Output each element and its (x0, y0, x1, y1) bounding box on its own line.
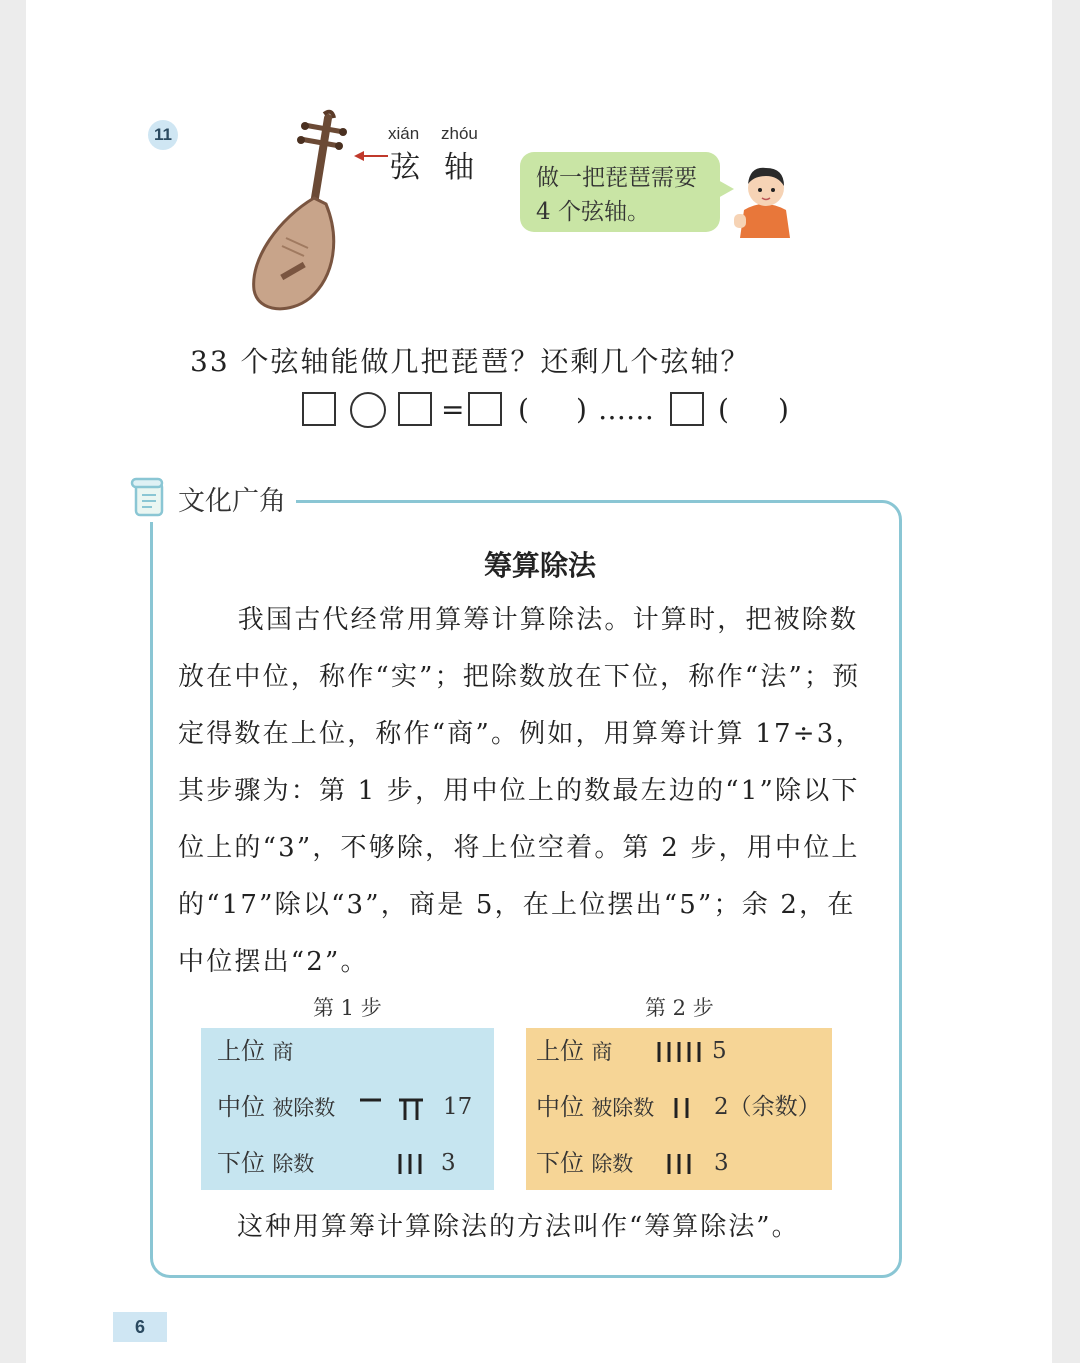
step1-row3-name: 除数 (272, 1152, 315, 1176)
step2-rods-5 (656, 1040, 708, 1064)
step1-label: 第 1 步 (313, 996, 382, 1020)
arrow-icon (354, 150, 390, 162)
equals-sign: = (441, 393, 465, 426)
culture-corner-header (128, 474, 296, 522)
step1-row-bottom (217, 1145, 314, 1181)
step2-row3-value: 3 (714, 1150, 729, 1176)
paren-open-1: ( (518, 393, 529, 426)
step1-row-top (217, 1033, 293, 1069)
remainder-ellipsis: …… (598, 393, 654, 426)
paren-close-1: ) (576, 393, 587, 426)
bubble-line-2: 4 个弦轴。 (536, 199, 650, 225)
boy-illustration (732, 158, 796, 238)
step1-rods-3 (397, 1152, 427, 1176)
article-text: 我国古代经常用算筹计算除法。计算时，把被除数放在中位，称作“实”；把除数放在下位，称作“法”；预定得数在上位，称作“商”。例如，用算筹计算 17÷3，其步骤为：第 1 步，用中位上的数最左边的“1”除以下位上的“3”，不够除，将上位空着。第 2 步，用中位上的“17”除以“3”，商是 5，在上位摆出“5”；余 2，在中位摆出“2”。 (178, 605, 864, 977)
step2-rods-3 (666, 1152, 696, 1176)
label-xian: 弦 (390, 150, 420, 185)
step1-row3-value: 3 (441, 1150, 456, 1176)
step1-row2-name: 被除数 (272, 1096, 336, 1120)
step1-row2-value: 17 (443, 1094, 473, 1120)
step2-box (526, 1028, 832, 1190)
pipa-illustration (240, 108, 370, 318)
paren-open-2: ( (718, 393, 729, 426)
scroll-icon (128, 475, 172, 521)
speech-bubble (520, 152, 720, 232)
summary-text: 这种用算筹计算除法的方法叫作“筹算除法”。 (237, 1212, 800, 1242)
answer-box-remainder[interactable] (670, 392, 704, 426)
answer-box-dividend[interactable] (302, 392, 336, 426)
step1-box (201, 1028, 494, 1190)
step1-row-middle (217, 1089, 335, 1125)
answer-box-quotient[interactable] (468, 392, 502, 426)
step2-row2-name: 被除数 (591, 1096, 655, 1120)
pinyin-xian: xián (388, 124, 420, 143)
step2-label: 第 2 步 (645, 996, 714, 1020)
step2-row1-value: 5 (712, 1038, 727, 1064)
label-zhou: 轴 (444, 150, 474, 185)
step2-row1-name: 商 (591, 1040, 613, 1064)
operator-circle[interactable] (350, 392, 386, 428)
article-paragraph (178, 592, 878, 991)
step2-row-bottom (536, 1145, 633, 1181)
paren-close-2: ) (778, 393, 789, 426)
step1-row2-position: 中位 (217, 1093, 265, 1121)
step2-row2-position: 中位 (536, 1093, 584, 1121)
step2-row-middle (536, 1089, 654, 1125)
page-number: 6 (113, 1312, 167, 1342)
pinyin-zhou: zhóu (441, 124, 478, 143)
step2-rods-2 (672, 1096, 694, 1120)
step1-rods-17 (357, 1092, 427, 1122)
bubble-line-1: 做一把琵琶需要 (536, 165, 697, 191)
question-text: 33 个弦轴能做几把琵琶？还剩几个弦轴？ (190, 345, 751, 378)
culture-corner-title: 文化广角 (178, 485, 286, 517)
step2-row3-position: 下位 (536, 1149, 584, 1177)
step2-row-top (536, 1033, 612, 1069)
step2-row2-value: 2（余数） (714, 1094, 821, 1120)
article-title: 筹算除法 (483, 549, 596, 582)
problem-number-badge: 11 (148, 120, 178, 150)
answer-box-divisor[interactable] (398, 392, 432, 426)
step1-row1-name: 商 (272, 1040, 294, 1064)
step1-row3-position: 下位 (217, 1149, 265, 1177)
step1-row1-position: 上位 (217, 1037, 265, 1065)
step2-row3-name: 除数 (591, 1152, 634, 1176)
step2-row1-position: 上位 (536, 1037, 584, 1065)
